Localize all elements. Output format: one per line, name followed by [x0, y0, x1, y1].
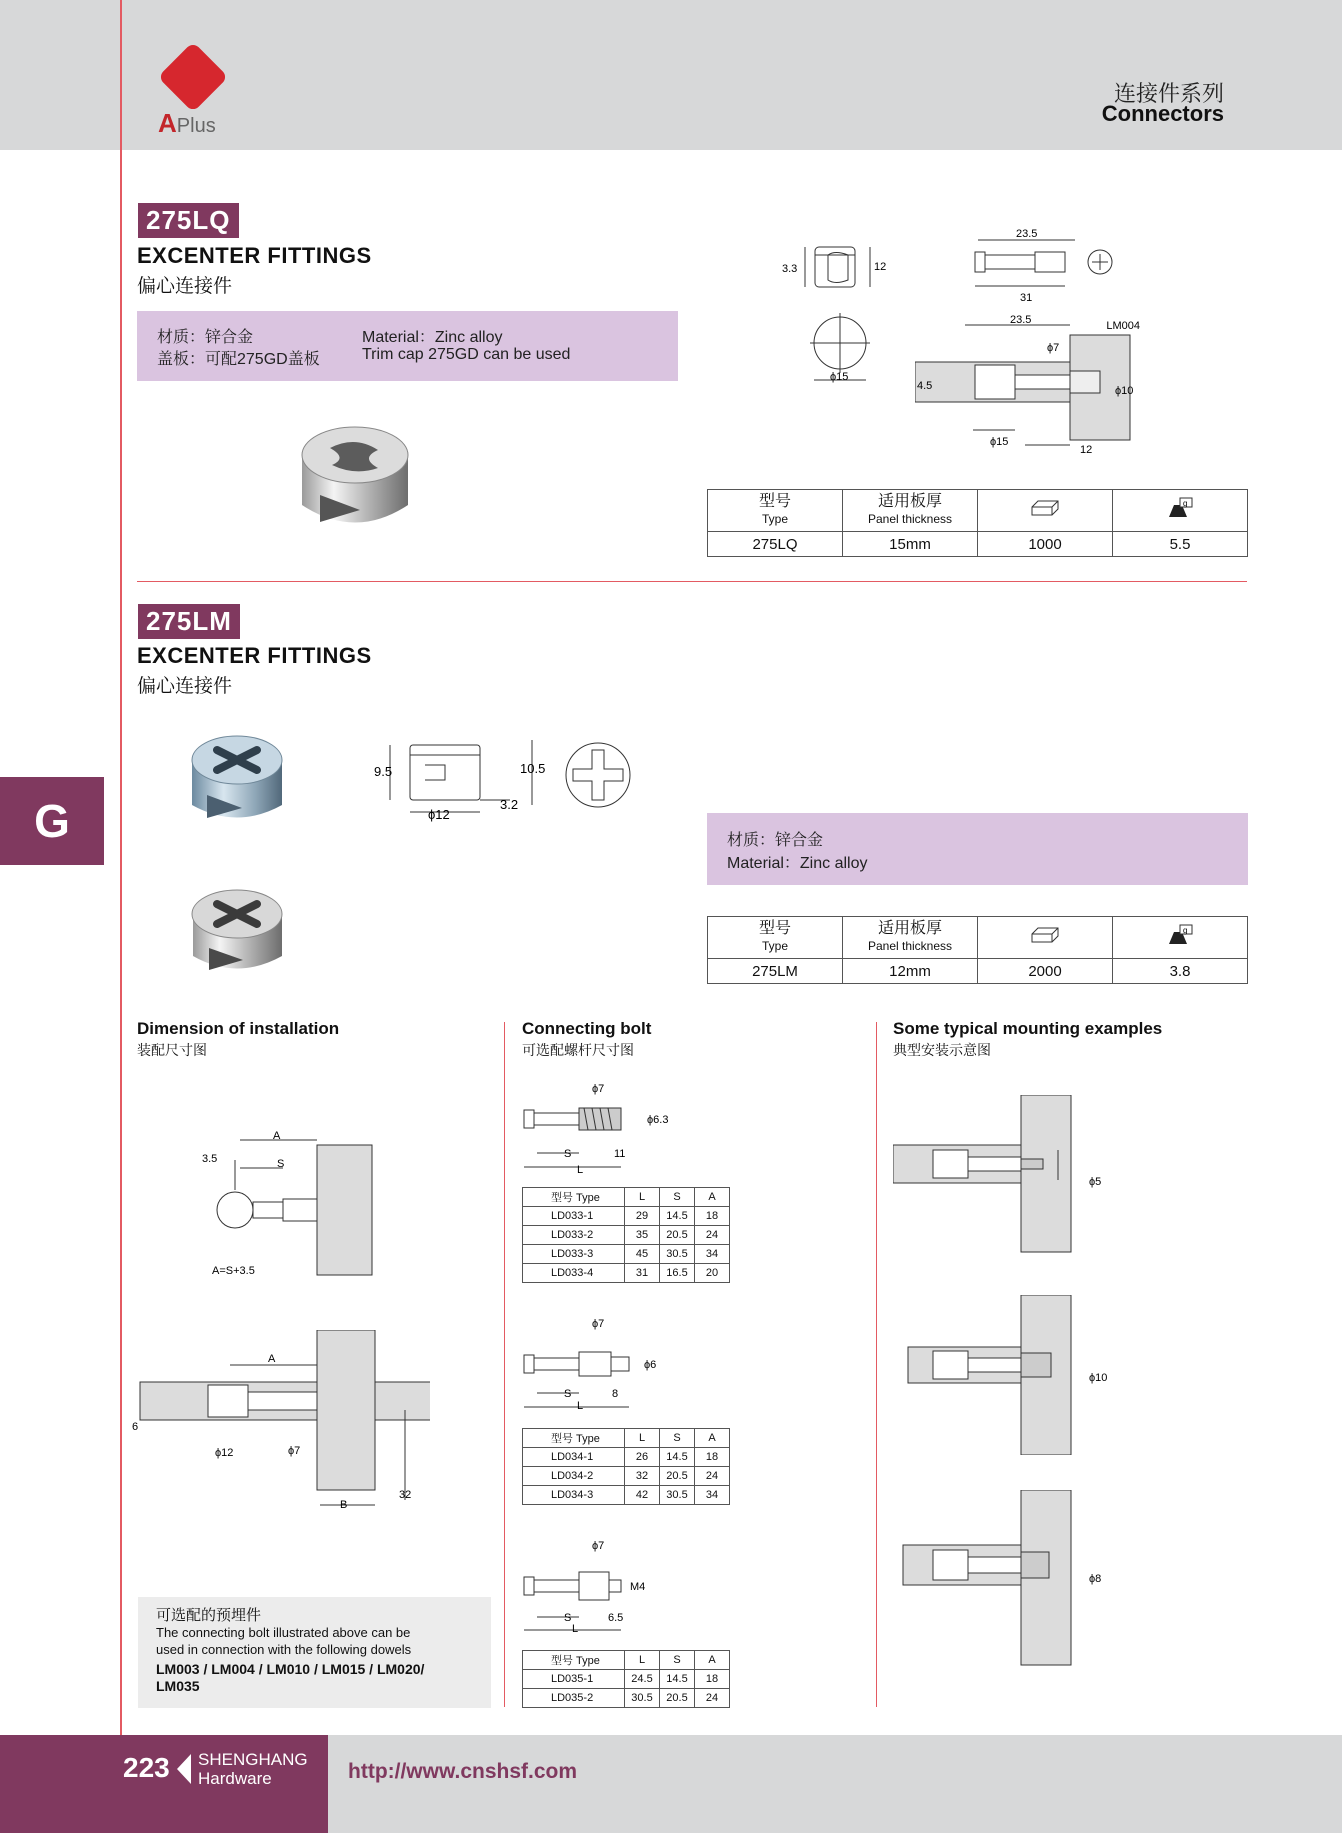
header-type: 型号 Type — [523, 1651, 625, 1670]
page-number: 223 — [123, 1752, 170, 1783]
bolt-title-cn: 可选配螺杆尺寸图 — [522, 1042, 634, 1058]
product-photo-275lm-nickel — [185, 876, 290, 981]
cell-panel: 12mm — [843, 959, 978, 984]
product-photo-275lq — [290, 410, 420, 540]
table-row: LD033-3 45 30.5 34 — [523, 1245, 730, 1264]
weight-icon — [1113, 490, 1248, 532]
header-a: A — [695, 1651, 730, 1670]
table-row: LD033-4 31 16.5 20 — [523, 1264, 730, 1283]
svg-text:g: g — [1183, 926, 1188, 936]
dowel-list-2: LM035 — [156, 1678, 200, 1694]
header-type: 型号 Type — [523, 1429, 625, 1448]
category-title-en: Connectors — [1101, 101, 1224, 126]
dim-label: ϕ5 — [1089, 1176, 1102, 1188]
dim-label: ϕ7 — [592, 1318, 605, 1330]
dowel-text-2: used in connection with the following dowels — [156, 1642, 412, 1657]
mounting-example-3 — [893, 1490, 1133, 1670]
material-box — [707, 813, 1248, 885]
installation-title-cn: 装配尺寸图 — [137, 1042, 207, 1058]
cell-panel: 15mm — [843, 532, 978, 557]
dim-label: 8 — [612, 1388, 619, 1400]
material-cn: 材质：锌合金 — [157, 329, 254, 346]
dim-label: 12 — [1080, 444, 1093, 456]
left-margin-rule — [120, 0, 122, 1735]
spec-table-275lq — [707, 489, 1248, 557]
spec-table-275lm — [707, 916, 1248, 984]
dim-label: ϕ6 — [644, 1359, 657, 1371]
arrow-left-icon — [175, 1752, 193, 1786]
product-code-275lm: 275LM — [138, 604, 240, 639]
installation-drawing-1 — [200, 1130, 390, 1280]
bolt-table-ld033 — [522, 1187, 730, 1283]
cell-type: 275LM — [708, 959, 843, 984]
dowel-title-cn: 可选配的预埋件 — [156, 1607, 262, 1624]
product-title-en: EXCENTER FITTINGS — [137, 243, 372, 268]
svg-text:g: g — [1183, 499, 1188, 509]
installation-drawing-2 — [130, 1330, 430, 1515]
cell-weight: 3.8 — [1113, 959, 1248, 984]
dim-label: 6 — [132, 1421, 139, 1433]
dim-label: 11 — [614, 1148, 626, 1160]
dim-label: ϕ7 — [1047, 342, 1060, 354]
weight-icon — [1113, 917, 1248, 959]
dim-label: L — [577, 1164, 584, 1175]
table-row: LD035-2 30.5 20.5 24 — [523, 1689, 730, 1708]
table-row: LD034-1 26 14.5 18 — [523, 1448, 730, 1467]
dim-label: LM004 — [1106, 320, 1140, 332]
column-divider — [504, 1022, 505, 1707]
dowel-note-box — [138, 1597, 491, 1708]
brand-line-2: Hardware — [198, 1769, 272, 1788]
mounting-title-en: Some typical mounting examples — [893, 1019, 1163, 1038]
drawing-275lq-side — [770, 225, 910, 395]
drawing-275lm — [370, 720, 640, 830]
drawing-275lq-bolt — [970, 228, 1130, 308]
dim-label: 23.5 — [1016, 228, 1038, 240]
material-en: Material：Zinc alloy — [727, 855, 868, 872]
dim-label: 4.5 — [917, 380, 933, 392]
bolt-title-en: Connecting bolt — [522, 1019, 652, 1038]
section-tab-g: G — [0, 777, 104, 865]
dim-label: 10.5 — [520, 761, 546, 776]
header-l: L — [625, 1651, 660, 1670]
dim-label: ϕ7 — [592, 1083, 605, 1095]
logo-wordmark: APlus — [158, 108, 216, 138]
product-title-cn: 偏心连接件 — [137, 276, 233, 297]
header-s: S — [660, 1429, 695, 1448]
dim-label: ϕ10 — [1089, 1372, 1108, 1384]
header-panel: 适用板厚 Panel thickness — [843, 490, 978, 532]
dim-label: ϕ8 — [1089, 1573, 1102, 1585]
dim-label: S — [564, 1612, 572, 1624]
dim-label: ϕ12 — [215, 1447, 234, 1459]
product-photo-275lm-zinc — [182, 720, 292, 830]
dim-label: S — [277, 1158, 285, 1170]
column-divider — [876, 1022, 877, 1707]
dim-label: ϕ12 — [428, 807, 450, 822]
dim-label: ϕ15 — [830, 371, 849, 383]
cell-qty: 2000 — [978, 959, 1113, 984]
material-en: Material：Zinc alloy — [362, 329, 503, 346]
dim-label: 9.5 — [374, 764, 393, 779]
dim-label: B — [340, 1499, 348, 1511]
header-type: 型号 Type — [523, 1188, 625, 1207]
table-row: LD033-2 35 20.5 24 — [523, 1226, 730, 1245]
dim-label: ϕ10 — [1115, 385, 1134, 397]
installation-title-en: Dimension of installation — [137, 1019, 340, 1038]
dowel-list-1: LM003 / LM004 / LM010 / LM015 / LM020/ — [156, 1661, 425, 1677]
product-title-en: EXCENTER FITTINGS — [137, 643, 372, 668]
table-row: LD034-2 32 20.5 24 — [523, 1467, 730, 1486]
header-a: A — [695, 1429, 730, 1448]
dim-label: ϕ7 — [592, 1540, 605, 1552]
dim-label: 3.3 — [782, 263, 798, 275]
bolt-drawing-ld033 — [522, 1080, 682, 1175]
header-s: S — [660, 1188, 695, 1207]
product-title-cn: 偏心连接件 — [137, 676, 233, 697]
mounting-example-2 — [893, 1295, 1133, 1455]
mounting-example-1 — [893, 1095, 1133, 1255]
dim-label: 32 — [399, 1489, 412, 1501]
header-l: L — [625, 1188, 660, 1207]
dim-label: 3.2 — [500, 797, 519, 812]
table-row: LD034-3 42 30.5 34 — [523, 1486, 730, 1505]
dim-label: 31 — [1020, 292, 1033, 304]
header-type: 型号 Type — [708, 917, 843, 959]
bolt-table-ld035 — [522, 1650, 730, 1708]
dim-label: L — [577, 1400, 584, 1410]
brand-line-1: SHENGHANG — [198, 1750, 308, 1769]
formula-label: A=S+3.5 — [212, 1265, 255, 1277]
dim-label: 12 — [874, 261, 887, 273]
website-link[interactable]: http://www.cnshsf.com — [348, 1760, 578, 1783]
header-a: A — [695, 1188, 730, 1207]
dim-label: S — [564, 1148, 572, 1160]
footer-brand — [198, 1750, 308, 1788]
bolt-drawing-ld034 — [522, 1315, 682, 1410]
box-icon — [978, 490, 1113, 532]
material-cn: 材质：锌合金 — [727, 832, 824, 849]
material-box — [137, 311, 678, 381]
header-l: L — [625, 1429, 660, 1448]
mounting-title-cn: 典型安装示意图 — [893, 1042, 991, 1058]
bolt-table-ld034 — [522, 1428, 730, 1505]
header-type: 型号 Type — [708, 490, 843, 532]
dim-label: ϕ6.3 — [647, 1114, 669, 1126]
dim-label: M4 — [630, 1581, 646, 1593]
table-row: LD035-1 24.5 14.5 18 — [523, 1670, 730, 1689]
dim-label: S — [564, 1388, 572, 1400]
bolt-drawing-ld035 — [522, 1537, 682, 1632]
dowel-text-1: The connecting bolt illustrated above can be — [156, 1625, 411, 1640]
cell-type: 275LQ — [708, 532, 843, 557]
dim-label: 6.5 — [608, 1612, 624, 1624]
dim-label: A — [268, 1353, 276, 1365]
dim-label: ϕ7 — [288, 1445, 301, 1457]
dim-label: ϕ15 — [990, 436, 1009, 448]
header-s: S — [660, 1651, 695, 1670]
section-divider — [137, 581, 1247, 582]
dim-label: A — [273, 1130, 281, 1142]
box-icon — [978, 917, 1113, 959]
category-title-cn: 连接件系列 — [1113, 81, 1224, 106]
trim-cap-cn: 盖板：可配275GD盖板 — [157, 351, 320, 368]
dim-label: 3.5 — [202, 1153, 218, 1165]
table-row: LD033-1 29 14.5 18 — [523, 1207, 730, 1226]
cell-weight: 5.5 — [1113, 532, 1248, 557]
product-code-275lq: 275LQ — [138, 203, 239, 238]
cell-qty: 1000 — [978, 532, 1113, 557]
header-panel: 适用板厚 Panel thickness — [843, 917, 978, 959]
dim-label: L — [572, 1623, 579, 1632]
drawing-275lq-assembly — [915, 315, 1145, 460]
dim-label: 23.5 — [1010, 315, 1032, 326]
trim-cap-en: Trim cap 275GD can be used — [362, 346, 571, 363]
